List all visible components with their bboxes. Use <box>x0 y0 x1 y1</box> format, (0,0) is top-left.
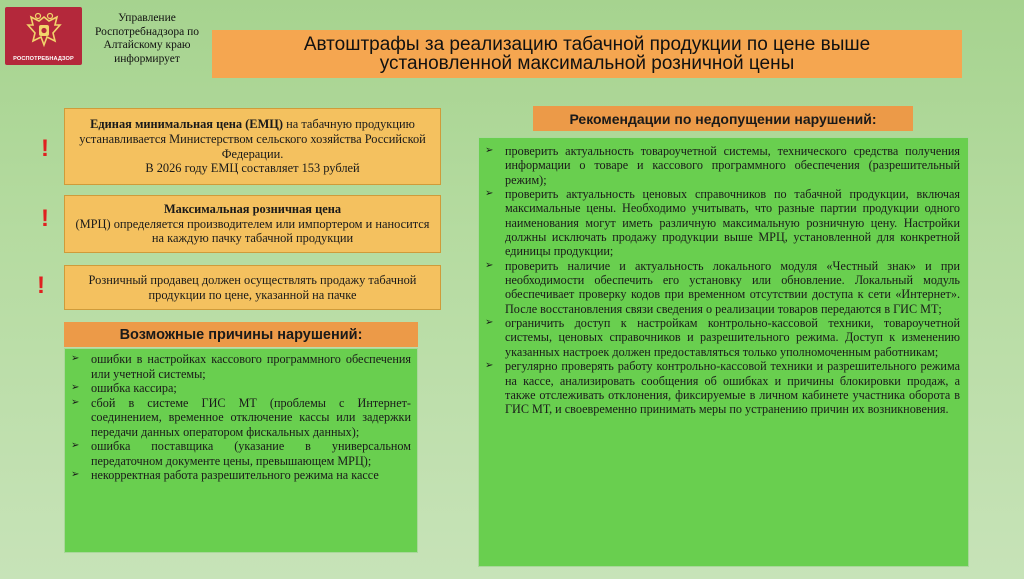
title-line-1: Автоштрафы за реализацию табачной продукции по цене выше <box>303 34 871 55</box>
list-item <box>479 144 960 187</box>
recommendations-list <box>479 144 960 417</box>
arrow-bullet-icon: ➢ <box>71 353 80 364</box>
seller-text: Розничный продавец должен осуществлять продажу табачной продукции по цене, указанной на пачке <box>88 272 417 302</box>
title-line-2: установленной максимальной розничной цены <box>379 53 795 74</box>
list-item-text: ошибки в настройках кассового программного обеспечения или учетной системы; <box>91 352 411 381</box>
mrc-bold-text: Максимальная розничная цена <box>163 202 342 217</box>
list-item-text: ограничить доступ к настройкам контрольно-кассовой техники, товароучетной системы, ценовых справочников и разрешительного режима. Доступ к изменению указанных настроек должен предоставляться только уполномоченным работникам; <box>505 316 960 359</box>
emc-text: на табачную продукцию устанавливается Министерством сельского хозяйства Российской Федерации. <box>79 117 426 161</box>
arrow-bullet-icon: ➢ <box>71 382 80 393</box>
seller-info-box <box>64 265 441 310</box>
list-item-text: проверить актуальность ценовых справочников по табачной продукции, включая максимальные цены. Необходимо учитывать, что разные партии продукции одного наименования могут иметь различную максимальную розничную цену. Настройки должны исключать продажу продукции выше МРЦ, установленной для конкретной единицы продукции; <box>505 187 960 259</box>
arrow-bullet-icon: ➢ <box>485 360 494 372</box>
list-item <box>479 187 960 259</box>
emc-info-box <box>64 108 441 185</box>
list-item-text: некорректная работа разрешительного режима на кассе <box>91 468 379 482</box>
mrc-info-box <box>64 195 441 253</box>
arrow-bullet-icon: ➢ <box>71 396 80 408</box>
list-item <box>65 381 411 396</box>
exclamation-icon: ! <box>41 135 49 162</box>
emc-bold-text: Единая минимальная цена (ЕМЦ) <box>90 117 284 132</box>
org-line-2: Роспотребнадзора по <box>95 25 199 38</box>
arrow-bullet-icon: ➢ <box>485 259 494 271</box>
rospotrebnadzor-logo <box>5 7 82 65</box>
list-item <box>479 359 960 416</box>
causes-panel <box>64 348 418 553</box>
list-item <box>65 396 411 440</box>
arrow-bullet-icon: ➢ <box>71 469 80 480</box>
org-line-4: информирует <box>114 52 180 65</box>
eagle-emblem-icon <box>25 11 63 51</box>
exclamation-icon: ! <box>41 205 49 232</box>
org-line-3: Алтайскому краю <box>103 39 191 51</box>
recommendations-header: Рекомендации по недопущении нарушений: <box>533 106 913 131</box>
mrc-text: (МРЦ) определяется производителем или импортером и наносится на каждую пачку табачной продукции <box>75 216 430 246</box>
list-item-text: проверить наличие и актуальность локального модуля «Честный знак» и при необходимости обеспечить его установку или обновление. Локальный модуль обеспечивает проверку кодов при временном отсутствии доступа к сети «Интернет». После восстановления связи сведения о реализации товаров передаются в ГИС МТ; <box>505 258 960 316</box>
list-item <box>479 316 960 359</box>
arrow-bullet-icon: ➢ <box>485 317 494 329</box>
arrow-bullet-icon: ➢ <box>71 440 80 451</box>
exclamation-icon: ! <box>37 272 45 299</box>
causes-list <box>65 352 411 483</box>
list-item-text: ошибка поставщика (указание в универсальном передаточном документе цены, превышающем МРЦ); <box>91 439 411 468</box>
list-item-text: проверить актуальность товароучетной системы, технического средства получения информации о товаре и кассового программного обеспечения (разрешительный режим); <box>505 144 960 187</box>
list-item <box>65 439 411 468</box>
logo-caption: РОСПОТРЕБНАДЗОР <box>13 56 74 62</box>
arrow-bullet-icon: ➢ <box>485 188 494 200</box>
recommendations-panel <box>478 137 969 567</box>
organization-text <box>84 12 210 66</box>
causes-header: Возможные причины нарушений: <box>64 322 418 347</box>
list-item-text: ошибка кассира; <box>91 381 177 395</box>
page-title <box>212 30 962 78</box>
arrow-bullet-icon: ➢ <box>485 145 494 156</box>
list-item-text: сбой в системе ГИС МТ (проблемы с Интернет-соединением, временное отключение кассы или задержки передачи данных оператором фискальных данных); <box>91 395 411 439</box>
list-item <box>65 352 411 381</box>
org-line-1: Управление <box>118 12 176 24</box>
list-item <box>65 468 411 483</box>
list-item <box>479 259 960 316</box>
list-item-text: регулярно проверять работу контрольно-кассовой техники и разрешительного режима на кассе, анализировать сообщения об ошибках и причины блокировки продаж, а также отслеживать отклонения, фиксируемые в личном кабинете участника оборота в ГИС МТ, и своевременно принимать меры по устранению причин их возникновения. <box>505 359 960 417</box>
emc-value-text: В 2026 году ЕМЦ составляет 153 рублей <box>145 161 360 176</box>
